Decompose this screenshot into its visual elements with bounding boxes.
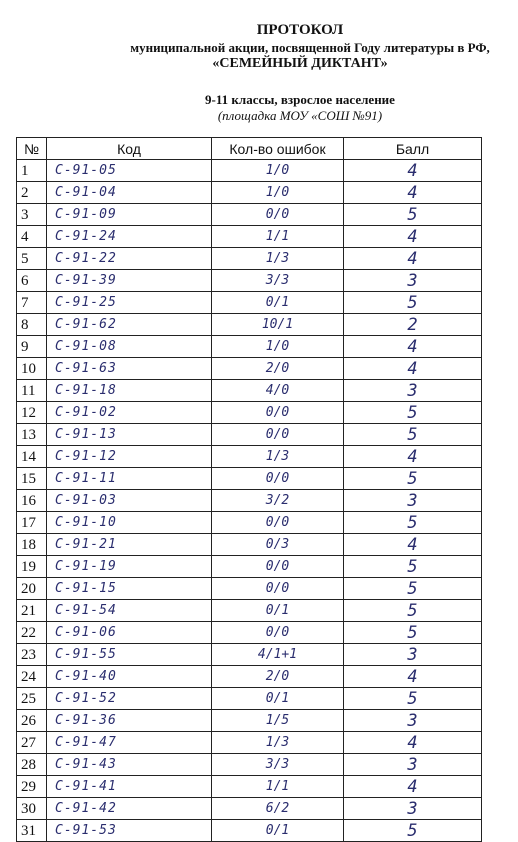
score-value: 5	[344, 204, 482, 226]
participant-code: С-91-47	[47, 732, 212, 754]
table-row	[17, 666, 482, 688]
row-number: 24	[17, 666, 47, 688]
score-value: 5	[344, 820, 482, 842]
score-value: 4	[344, 226, 482, 248]
participant-code: С-91-03	[47, 490, 212, 512]
score-value: 3	[344, 798, 482, 820]
row-number: 27	[17, 732, 47, 754]
score-value: 5	[344, 688, 482, 710]
row-number: 4	[17, 226, 47, 248]
row-number: 3	[17, 204, 47, 226]
row-number: 12	[17, 402, 47, 424]
error-count: 0/0	[212, 622, 344, 644]
protocol-subtitle: муниципальной акции, посвященной Году литературы в РФ,	[130, 40, 490, 55]
score-value: 5	[344, 424, 482, 446]
error-count: 3/2	[212, 490, 344, 512]
row-number: 8	[17, 314, 47, 336]
score-value: 2	[344, 314, 482, 336]
error-count: 1/0	[212, 336, 344, 358]
row-number: 28	[17, 754, 47, 776]
score-value: 3	[344, 270, 482, 292]
column-header-number: №	[17, 138, 47, 160]
error-count: 3/3	[212, 754, 344, 776]
error-count: 1/5	[212, 710, 344, 732]
participant-code: С-91-22	[47, 248, 212, 270]
score-value: 4	[344, 776, 482, 798]
table-header-row	[17, 138, 482, 160]
column-header-score: Балл	[344, 138, 482, 160]
error-count: 0/1	[212, 600, 344, 622]
row-number: 15	[17, 468, 47, 490]
table-row	[17, 820, 482, 842]
table-row	[17, 490, 482, 512]
row-number: 6	[17, 270, 47, 292]
error-count: 0/0	[212, 402, 344, 424]
score-value: 5	[344, 578, 482, 600]
table-row	[17, 182, 482, 204]
table-row	[17, 380, 482, 402]
score-value: 3	[344, 710, 482, 732]
score-value: 4	[344, 358, 482, 380]
table-row	[17, 578, 482, 600]
table-row	[17, 600, 482, 622]
error-count: 0/0	[212, 578, 344, 600]
participant-code: С-91-52	[47, 688, 212, 710]
participant-code: С-91-09	[47, 204, 212, 226]
table-row	[17, 204, 482, 226]
participant-code: С-91-12	[47, 446, 212, 468]
row-number: 2	[17, 182, 47, 204]
score-value: 3	[344, 380, 482, 402]
score-value: 5	[344, 512, 482, 534]
participant-code: С-91-13	[47, 424, 212, 446]
table-row	[17, 512, 482, 534]
error-count: 1/1	[212, 776, 344, 798]
row-number: 23	[17, 644, 47, 666]
error-count: 6/2	[212, 798, 344, 820]
table-row	[17, 358, 482, 380]
score-value: 5	[344, 600, 482, 622]
error-count: 10/1	[212, 314, 344, 336]
row-number: 19	[17, 556, 47, 578]
score-value: 5	[344, 292, 482, 314]
table-row	[17, 732, 482, 754]
participant-code: С-91-41	[47, 776, 212, 798]
table-row	[17, 622, 482, 644]
error-count: 0/1	[212, 688, 344, 710]
row-number: 11	[17, 380, 47, 402]
score-value: 4	[344, 160, 482, 182]
participant-code: С-91-42	[47, 798, 212, 820]
score-value: 4	[344, 446, 482, 468]
row-number: 21	[17, 600, 47, 622]
venue-label: (площадка МОУ «СОШ №91)	[217, 108, 383, 123]
participant-code: С-91-05	[47, 160, 212, 182]
error-count: 0/1	[212, 292, 344, 314]
score-value: 4	[344, 336, 482, 358]
participant-code: С-91-19	[47, 556, 212, 578]
participant-code: С-91-24	[47, 226, 212, 248]
error-count: 1/3	[212, 248, 344, 270]
error-count: 4/0	[212, 380, 344, 402]
results-table	[16, 137, 482, 842]
participant-code: С-91-40	[47, 666, 212, 688]
participant-code: С-91-54	[47, 600, 212, 622]
row-number: 1	[17, 160, 47, 182]
error-count: 0/0	[212, 424, 344, 446]
error-count: 4/1+1	[212, 644, 344, 666]
participant-code: С-91-25	[47, 292, 212, 314]
score-value: 4	[344, 666, 482, 688]
score-value: 3	[344, 490, 482, 512]
participant-code: С-91-15	[47, 578, 212, 600]
participant-code: С-91-39	[47, 270, 212, 292]
table-row	[17, 644, 482, 666]
error-count: 2/0	[212, 666, 344, 688]
score-value: 5	[344, 556, 482, 578]
row-number: 25	[17, 688, 47, 710]
score-value: 5	[344, 402, 482, 424]
participant-code: С-91-04	[47, 182, 212, 204]
row-number: 22	[17, 622, 47, 644]
error-count: 0/1	[212, 820, 344, 842]
score-value: 4	[344, 732, 482, 754]
row-number: 29	[17, 776, 47, 798]
table-row	[17, 292, 482, 314]
error-count: 1/3	[212, 446, 344, 468]
row-number: 13	[17, 424, 47, 446]
participant-code: С-91-02	[47, 402, 212, 424]
score-value: 5	[344, 622, 482, 644]
column-header-code: Код	[47, 138, 212, 160]
table-row	[17, 314, 482, 336]
participant-code: С-91-62	[47, 314, 212, 336]
participant-group: 9-11 классы, взрослое население	[205, 92, 395, 107]
table-row	[17, 556, 482, 578]
participant-code: С-91-11	[47, 468, 212, 490]
participant-code: С-91-63	[47, 358, 212, 380]
column-header-errors: Кол-во ошибок	[212, 138, 344, 160]
score-value: 3	[344, 644, 482, 666]
table-row	[17, 270, 482, 292]
error-count: 0/0	[212, 204, 344, 226]
table-row	[17, 776, 482, 798]
row-number: 7	[17, 292, 47, 314]
row-number: 31	[17, 820, 47, 842]
error-count: 1/0	[212, 182, 344, 204]
score-value: 5	[344, 468, 482, 490]
table-row	[17, 688, 482, 710]
row-number: 9	[17, 336, 47, 358]
table-row	[17, 402, 482, 424]
event-name: «СЕМЕЙНЫЙ ДИКТАНТ»	[212, 56, 388, 71]
participant-code: С-91-53	[47, 820, 212, 842]
error-count: 0/3	[212, 534, 344, 556]
error-count: 2/0	[212, 358, 344, 380]
table-row	[17, 446, 482, 468]
row-number: 20	[17, 578, 47, 600]
participant-code: С-91-10	[47, 512, 212, 534]
row-number: 14	[17, 446, 47, 468]
table-row	[17, 424, 482, 446]
table-row	[17, 160, 482, 182]
table-row	[17, 336, 482, 358]
row-number: 16	[17, 490, 47, 512]
error-count: 0/0	[212, 556, 344, 578]
protocol-title: ПРОТОКОЛ	[256, 22, 344, 38]
error-count: 1/3	[212, 732, 344, 754]
participant-code: С-91-18	[47, 380, 212, 402]
error-count: 3/3	[212, 270, 344, 292]
participant-code: С-91-08	[47, 336, 212, 358]
error-count: 1/1	[212, 226, 344, 248]
error-count: 1/0	[212, 160, 344, 182]
row-number: 18	[17, 534, 47, 556]
participant-code: С-91-36	[47, 710, 212, 732]
table-row	[17, 754, 482, 776]
table-row	[17, 468, 482, 490]
row-number: 10	[17, 358, 47, 380]
participant-code: С-91-43	[47, 754, 212, 776]
row-number: 26	[17, 710, 47, 732]
participant-code: С-91-55	[47, 644, 212, 666]
score-value: 4	[344, 182, 482, 204]
table-row	[17, 534, 482, 556]
score-value: 3	[344, 754, 482, 776]
error-count: 0/0	[212, 512, 344, 534]
row-number: 17	[17, 512, 47, 534]
table-row	[17, 248, 482, 270]
row-number: 30	[17, 798, 47, 820]
participant-code: С-91-06	[47, 622, 212, 644]
error-count: 0/0	[212, 468, 344, 490]
table-row	[17, 798, 482, 820]
row-number: 5	[17, 248, 47, 270]
table-row	[17, 710, 482, 732]
participant-code: С-91-21	[47, 534, 212, 556]
score-value: 4	[344, 248, 482, 270]
table-row	[17, 226, 482, 248]
score-value: 4	[344, 534, 482, 556]
